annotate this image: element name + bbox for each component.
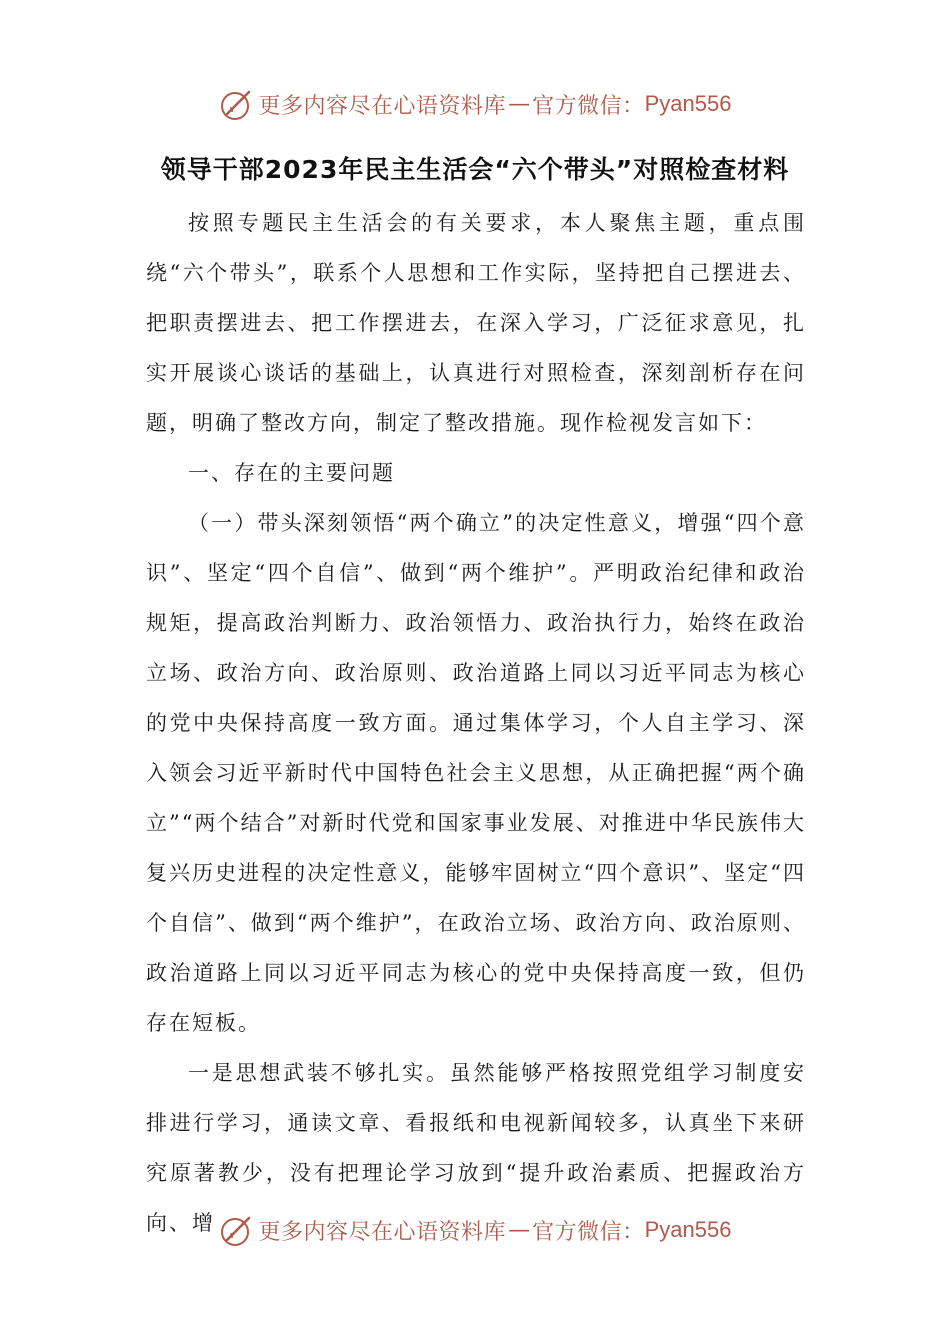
banner-separator: — (508, 1217, 531, 1243)
banner-contact-label: 官方微信： (532, 1219, 645, 1245)
header-watermark-banner (0, 82, 950, 126)
section-heading: 一、存在的主要问题 (188, 461, 395, 485)
paragraph-item-1: （一）带头深刻领悟“两个确立”的决定性意义，增强“四个意识”、坚定“四个自信”、做到“两个维护”。严明政治纪律和政治规矩，提高政治判断力、政治领悟力、政治执行力，始终在政治立场、政治方向、政治原则、政治道路上同以习近平同志为核心的党中央保持高度一致方面。通过集体学习，个人自主学习、深入领会习近平新时代中国特色社会主义思想，从正确把握“两个确立”“两个结合”对新时代党和国家事业发展、对推进中华民族伟大复兴历史进程的决定性意义，能够牢固树立“四个意识”、坚定“四个自信”、做到“两个维护”，在政治立场、政治方向、政治原则、政治道路上同以习近平同志为核心的党中央保持高度一致，但仍存在短板。 (146, 511, 806, 1035)
quill-logo-icon (219, 1212, 255, 1248)
footer-watermark-banner (0, 1208, 950, 1252)
banner-contact-code: Pyan556 (644, 91, 732, 116)
banner-contact-code: Pyan556 (644, 1217, 732, 1242)
banner-separator: — (508, 91, 531, 117)
banner-site-text: 更多内容尽在心语资料库 (258, 93, 507, 119)
document-body (146, 198, 806, 1248)
document-title: 领导干部2023年民主生活会“六个带头”对照检查材料 (160, 155, 790, 184)
quill-logo-icon (219, 86, 255, 122)
banner-contact-label: 官方微信： (532, 93, 645, 119)
banner-site-text: 更多内容尽在心语资料库 (258, 1219, 507, 1245)
paragraph-intro: 按照专题民主生活会的有关要求，本人聚焦主题，重点围绕“六个带头”，联系个人思想和工作实际，坚持把自己摆进去、把职责摆进去、把工作摆进去，在深入学习，广泛征求意见，扎实开展谈心谈话的基础上，认真进行对照检查，深刻剖析存在问题，明确了整改方向，制定了整改措施。现作检视发言如下： (146, 211, 806, 435)
paragraph-point-1: 一是思想武装不够扎实。虽然能够严格按照党组学习制度安排进行学习，通读文章、看报纸和电视新闻较多，认真坐下来研究原著教少，没有把理论学习放到“提升政治素质、把握政治方向、增 (146, 1061, 806, 1235)
